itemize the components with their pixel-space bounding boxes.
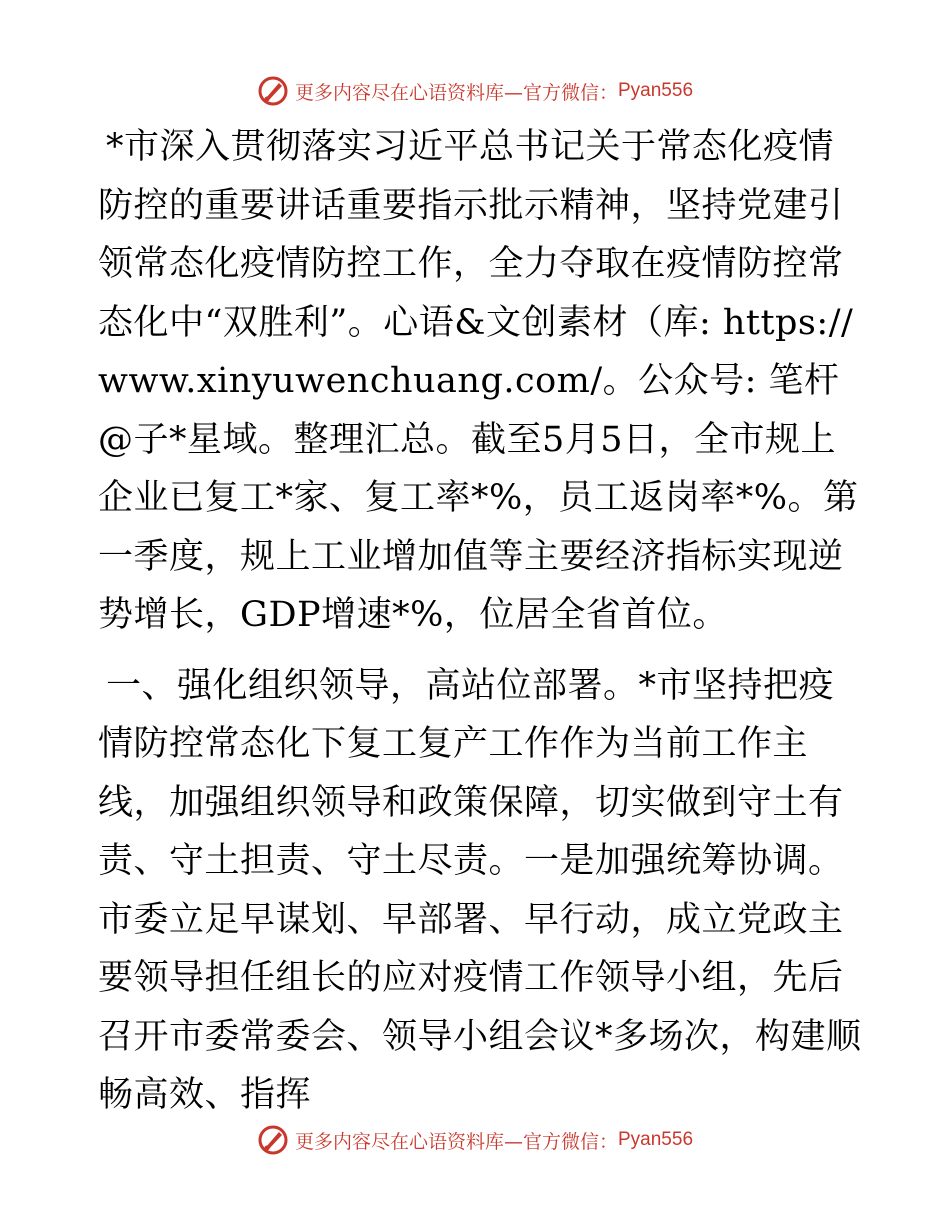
paragraph-section-one-text: 一、强化组织领导，高站位部署。*市坚持把疫情防控常态化下复工复产工作作为当前工作主线，加强组织领导和政策保障，切实做到守土有责、守土担责、守土尽责。一是加强统筹协调。市委立足早谋划、早部署、早行动，成立党政主要领导担任组长的应对疫情工作领导小组，先后召开市委常委会、领导小组会议*多场次，构建顺畅高效、指挥: [98, 665, 862, 1115]
brush-logo-icon: [257, 1124, 289, 1156]
brush-logo-icon: [257, 75, 289, 107]
watermark-wechat-id: Pyan556: [618, 80, 694, 101]
paragraph-intro-text: *市深入贯彻落实习近平总书记关于常态化疫情防控的重要讲话重要指示批示精神，坚持党建引领常态化疫情防控工作，全力夺取在疫情防控常态化中“双胜利”。心语&文创素材（库: https://www.xinyuwenchuang.com/。公众号: 笔杆@子*星域。整理汇总。截至5月5日，全市规上企业已复工*家、复工率*%，员工返岗率*%。第一季度，规上工业增加值等主要经济指标实现逆势增长，GDP增速*%，位居全省首位。: [98, 127, 859, 635]
footer-watermark: [0, 1120, 950, 1160]
watermark-text: 更多内容尽在心语资料库—官方微信：: [294, 1130, 618, 1153]
document-body: [98, 118, 868, 1125]
paragraph-section-one: [98, 657, 868, 1125]
watermark-text: 更多内容尽在心语资料库—官方微信：: [294, 81, 618, 104]
header-watermark: [0, 71, 950, 111]
paragraph-intro: [98, 118, 868, 645]
watermark-wechat-id: Pyan556: [618, 1129, 694, 1150]
